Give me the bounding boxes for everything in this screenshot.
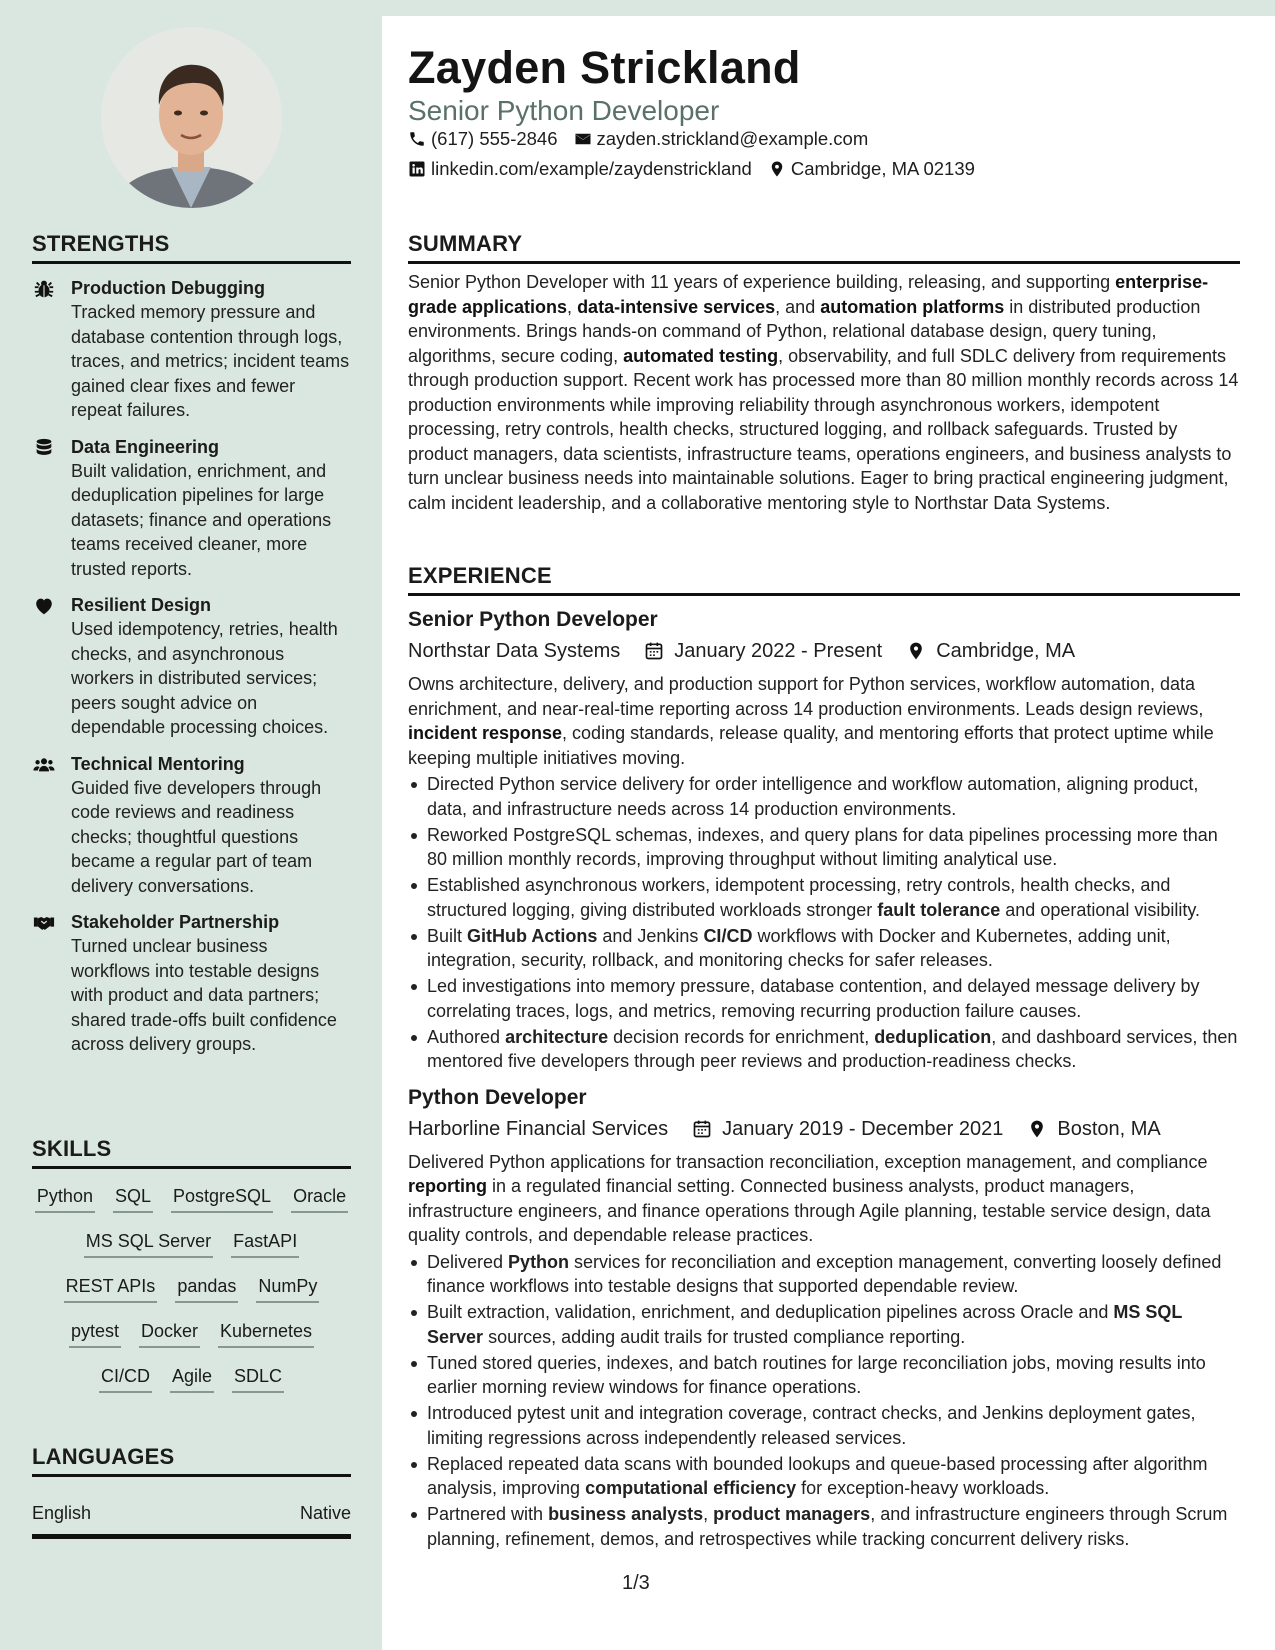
map-pin-icon xyxy=(1027,1119,1047,1139)
bold-text: product managers xyxy=(713,1504,871,1524)
linkedin-text: linkedin.com/example/zaydenstrickland xyxy=(431,158,752,179)
strengths-list xyxy=(32,276,351,1057)
strength-item xyxy=(32,276,351,423)
text-segment: , coding standards, release quality, and mentoring efforts that protect uptime while keeping multiple initiatives moving. xyxy=(408,723,1214,768)
skill-tag: REST APIs xyxy=(64,1275,158,1303)
bold-text: business analysts xyxy=(548,1504,704,1524)
text-segment: decision records for enrichment, xyxy=(608,1026,875,1047)
bold-text: data-intensive services xyxy=(577,296,776,317)
jobs-list xyxy=(408,606,1240,1551)
skills-section xyxy=(32,1136,351,1410)
strength-title: Data Engineering xyxy=(71,436,220,457)
job-intro xyxy=(408,672,1240,770)
text-segment: Authored xyxy=(427,1026,506,1047)
contact-row-1 xyxy=(408,128,868,150)
skill-tag: Python xyxy=(35,1185,95,1213)
strength-title: Production Debugging xyxy=(71,278,265,298)
candidate-role: Senior Python Developer xyxy=(408,95,720,126)
skill-tag: SDLC xyxy=(232,1365,284,1393)
text-segment: Tuned stored queries, indexes, and batch routines for large reconciliation jobs, moving results into earlier morning review windows for finance operations. xyxy=(427,1352,1206,1397)
experience-section xyxy=(408,563,1240,1551)
job-bullet xyxy=(408,772,1240,821)
skill-row xyxy=(32,1230,351,1275)
skill-tag: NumPy xyxy=(256,1275,319,1303)
text-segment: Replaced repeated data scans with bounded lookups and queue-based processing after algorithm analysis, improving xyxy=(427,1453,1208,1498)
text-segment: , and xyxy=(775,296,821,317)
job-intro xyxy=(408,1150,1240,1248)
job-bullet xyxy=(408,1401,1240,1450)
strength-item xyxy=(32,910,351,1057)
job-bullet xyxy=(408,1025,1240,1074)
job-bullet xyxy=(408,873,1240,922)
linkedin-icon xyxy=(408,160,426,178)
skill-row xyxy=(32,1185,351,1230)
skill-tag: Docker xyxy=(139,1320,200,1348)
strength-description: Tracked memory pressure and database contention through logs, traces, and metrics; incident teams gained clear fixes and fewer repeat failures. xyxy=(71,302,350,420)
strength-title: Resilient Design xyxy=(71,595,212,615)
bold-text: automated testing xyxy=(623,345,779,366)
text-segment: and operational visibility. xyxy=(1000,899,1201,920)
phone-text: (617) 555-2846 xyxy=(431,128,558,149)
text-segment: Directed Python service delivery for order intelligence and workflow automation, aligning product, data, and infrastructure needs across 14 production environments. xyxy=(427,774,1199,819)
bold-text: GitHub Actions xyxy=(467,925,598,946)
job-location: Boston, MA xyxy=(1057,1117,1161,1140)
skills-heading: SKILLS xyxy=(32,1136,351,1169)
job-company: Northstar Data Systems xyxy=(408,640,621,662)
job-dates: January 2022 - Present xyxy=(674,640,883,662)
bold-text: MS SQL Server xyxy=(427,1302,1183,1347)
text-segment: , observability, and full SDLC delivery from requirements through production support. Recent work has processed more than 80 million monthly records across 14 production environments while improving reliability through asynchronous workers, idempotent processing, retry controls, health checks, structured logging, and rollback safeguards. Trusted by product managers, data scientists, infrastructure teams, operations engineers, and business analysts to turn unclear business needs into maintainable solutions. Eager to bring practical engineering judgment, calm incident leadership, and a collaborative mentoring style to Northstar Data Systems. xyxy=(408,345,1239,513)
strength-description: Guided five developers through code reviews and readiness checks; thoughtful questions became a regular part of team delivery conversations. xyxy=(71,777,322,896)
skill-row xyxy=(32,1275,351,1320)
bold-text: automation platforms xyxy=(820,296,1005,317)
page-number: 1/3 xyxy=(622,1572,650,1594)
handshake-icon xyxy=(33,912,55,932)
job-bullet xyxy=(408,924,1240,973)
job-bullet xyxy=(408,1351,1240,1400)
job-entry xyxy=(408,1084,1240,1552)
job-title: Senior Python Developer xyxy=(408,608,658,631)
profile-photo xyxy=(101,27,282,208)
map-pin-icon xyxy=(906,641,926,661)
experience-heading: EXPERIENCE xyxy=(408,563,1240,596)
strength-item xyxy=(32,593,351,740)
text-segment: , and dashboard services, then mentored five developers through peer reviews and production-readiness checks. xyxy=(427,1026,1238,1071)
job-bullet xyxy=(408,1502,1240,1551)
languages-heading: LANGUAGES xyxy=(32,1444,351,1477)
avatar xyxy=(101,27,282,208)
text-segment: Partnered with xyxy=(427,1504,549,1524)
heart-icon xyxy=(33,595,55,615)
users-icon xyxy=(33,754,55,774)
email-contact[interactable] xyxy=(574,128,869,150)
phone-contact[interactable] xyxy=(408,128,558,150)
language-level: Native xyxy=(299,1503,351,1523)
strength-title: Stakeholder Partnership xyxy=(71,912,280,932)
strength-item xyxy=(32,435,351,582)
job-company: Harborline Financial Services xyxy=(408,1117,669,1140)
job-meta xyxy=(408,1114,1240,1144)
bold-text: Python xyxy=(508,1251,570,1272)
envelope-icon xyxy=(574,130,592,148)
text-segment: Delivered Python applications for transaction reconciliation, exception management, and compliance xyxy=(408,1151,1208,1172)
text-segment: Introduced pytest unit and integration coverage, contract checks, and Jenkins deployment gates, limiting regressions across independently released services. xyxy=(427,1403,1196,1448)
candidate-name: Zayden Strickland xyxy=(408,42,801,93)
job-bullets xyxy=(408,772,1240,1074)
text-segment: Delivered xyxy=(427,1251,509,1272)
text-segment: , xyxy=(703,1504,714,1524)
skill-tag: SQL xyxy=(113,1185,153,1213)
bold-text: reporting xyxy=(408,1176,487,1196)
location-text: Cambridge, MA 02139 xyxy=(790,158,975,179)
strength-description: Built validation, enrichment, and deduplication pipelines for large datasets; finance and operations teams received cleaner, more trusted reports. xyxy=(71,460,332,579)
skill-tag: MS SQL Server xyxy=(84,1230,213,1258)
text-segment: Owns architecture, delivery, and production support for Python services, workflow automation, data enrichment, and near-real-time reporting across 14 production environments. Leads design reviews, xyxy=(408,674,1204,719)
strength-description: Turned unclear business workflows into testable designs with product and data partners; shared trade-offs built confidence across delivery groups. xyxy=(71,936,337,1054)
skill-tag: Kubernetes xyxy=(218,1320,314,1348)
text-segment: workflows with Docker and Kubernetes, adding unit, integration, security, rollback, and monitoring checks for safer releases. xyxy=(427,925,1171,970)
text-segment: services for reconciliation and exception management, converting loosely defined finance workflows into testable designs that supported dependable review. xyxy=(427,1251,1222,1296)
text-segment: , xyxy=(567,296,578,317)
skill-tag: PostgreSQL xyxy=(171,1185,273,1213)
text-segment: Senior Python Developer with 11 years of experience building, releasing, and supporting xyxy=(408,272,1116,292)
job-bullet xyxy=(408,1452,1240,1501)
text-segment: Established asynchronous workers, idempotent processing, retry controls, health checks, and structured logging, giving distributed workloads stronger xyxy=(427,875,1171,920)
job-bullet xyxy=(408,1300,1240,1349)
top-band xyxy=(382,0,1275,16)
summary-section xyxy=(408,231,1240,515)
bold-text: CI/CD xyxy=(703,925,753,946)
summary-text xyxy=(408,270,1240,515)
calendar-icon xyxy=(644,641,664,661)
text-segment: for exception-heavy workloads. xyxy=(796,1478,1050,1498)
job-title: Python Developer xyxy=(408,1085,587,1109)
skill-tag: pandas xyxy=(175,1275,238,1303)
skill-row xyxy=(32,1320,351,1365)
job-bullets xyxy=(408,1250,1240,1552)
text-segment: Built xyxy=(427,925,468,946)
text-segment: Led investigations into memory pressure, database contention, and delayed message delivery by correlating traces, logs, and metrics, removing recurring production failure causes. xyxy=(427,976,1200,1021)
text-segment: and Jenkins xyxy=(597,925,704,946)
skill-tag: Oracle xyxy=(291,1185,348,1213)
job-bullet xyxy=(408,823,1240,872)
skill-tag: CI/CD xyxy=(99,1365,152,1393)
bold-text: fault tolerance xyxy=(877,899,1001,920)
skills-list xyxy=(32,1185,351,1410)
map-pin-icon xyxy=(768,160,786,178)
bold-text: deduplication xyxy=(874,1026,992,1047)
skill-row xyxy=(32,1365,351,1410)
job-bullet xyxy=(408,974,1240,1023)
summary-heading: SUMMARY xyxy=(408,231,1240,264)
bold-text: enterprise-grade applications xyxy=(408,272,1209,317)
bold-text: architecture xyxy=(505,1026,609,1047)
job-bullet xyxy=(408,1250,1240,1299)
email-text: zayden.strickland@example.com xyxy=(596,128,869,149)
job-location: Cambridge, MA xyxy=(936,640,1076,662)
job-entry xyxy=(408,606,1240,1074)
bold-text: computational efficiency xyxy=(585,1478,797,1498)
location-contact xyxy=(768,158,975,180)
strength-item xyxy=(32,752,351,899)
database-icon xyxy=(33,437,55,457)
text-segment: in a regulated financial setting. Connected business analysts, product managers, infrastructure engineers, and finance operations through Agile planning, testable service design, data quality controls, and dependable release practices. xyxy=(408,1176,1211,1245)
languages-section xyxy=(32,1444,351,1539)
phone-icon xyxy=(408,130,426,148)
contact-row-2 xyxy=(408,158,975,180)
skill-tag: pytest xyxy=(69,1320,121,1348)
text-segment: sources, adding audit trails for trusted compliance reporting. xyxy=(483,1326,966,1347)
strengths-section xyxy=(32,231,351,1057)
text-segment: , and infrastructure engineers through Scrum planning, refinement, demos, and retrospectives while tracking concurrent delivery risks. xyxy=(427,1504,1228,1549)
skill-tag: FastAPI xyxy=(231,1230,299,1258)
job-dates: January 2019 - December 2021 xyxy=(722,1117,1004,1140)
bold-text: incident response xyxy=(408,723,563,743)
strength-title: Technical Mentoring xyxy=(71,753,245,774)
text-segment: Built extraction, validation, enrichment, and deduplication pipelines across Oracle and xyxy=(427,1302,1114,1322)
language-row xyxy=(32,1503,351,1539)
strength-description: Used idempotency, retries, health checks, and asynchronous workers in distributed services; peers sought advice on dependable processing choices. xyxy=(71,619,338,737)
job-meta xyxy=(408,636,1240,666)
skill-tag: Agile xyxy=(170,1365,214,1393)
text-segment: in distributed production environments. Brings hands-on command of Python, relational database design, query tuning, algorithms, secure coding, xyxy=(408,296,1201,366)
language-name: English xyxy=(32,1503,92,1523)
strengths-heading: STRENGTHS xyxy=(32,231,351,264)
text-segment: Reworked PostgreSQL schemas, indexes, and query plans for data pipelines processing more than 80 million monthly records, improving throughput without limiting analytical use. xyxy=(427,824,1218,869)
linkedin-contact[interactable] xyxy=(408,158,752,180)
bug-icon xyxy=(33,278,55,298)
calendar-icon xyxy=(692,1119,712,1139)
